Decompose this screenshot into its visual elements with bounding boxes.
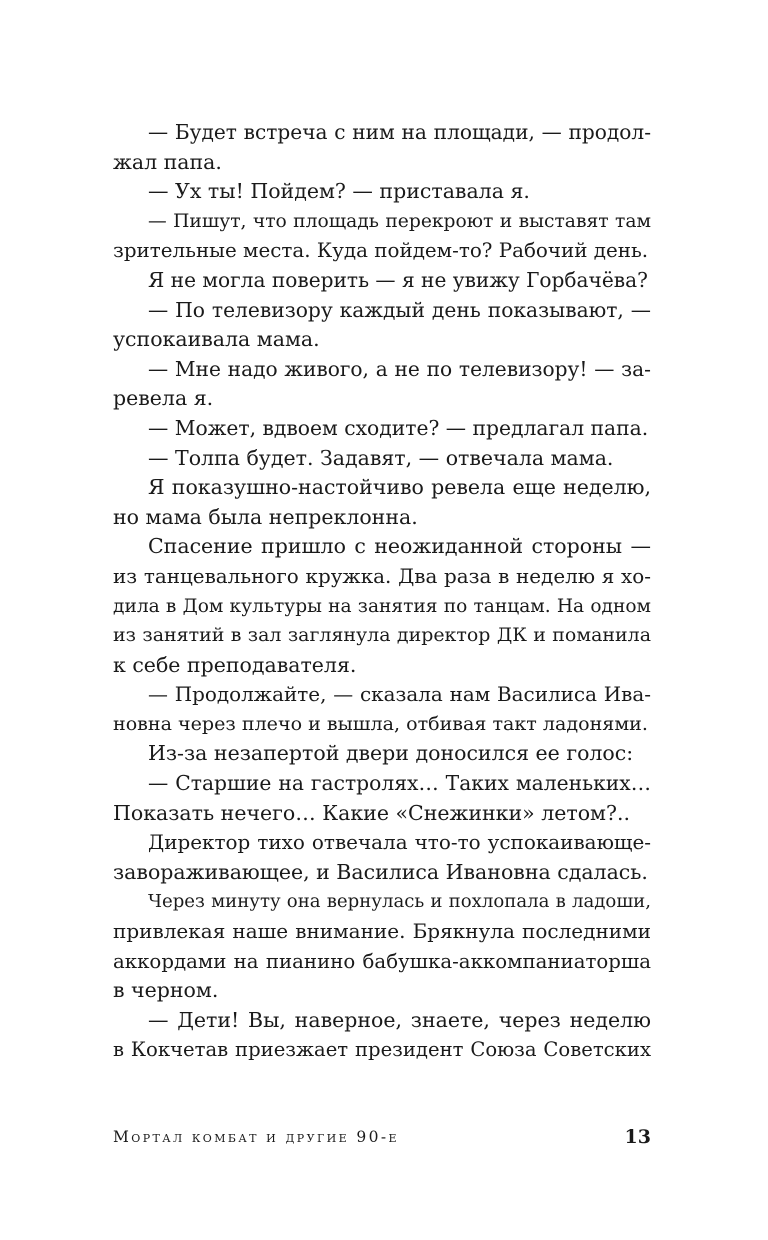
text-line: ревела я. <box>113 386 214 411</box>
text-line: из танцевального кружка. Два раза в неделю я хо- <box>113 564 651 588</box>
text-line: дила в Дом культуры на занятия по танцам. На одном <box>113 595 651 617</box>
text-line: — Пишут, что площадь перекроют и выставят там <box>148 210 651 232</box>
text-line: — Может, вдвоем сходите? — предлагал папа. <box>148 415 649 440</box>
text-line: Я не могла поверить — я не увижу Горбачёва? <box>148 267 648 292</box>
text-line: жал папа. <box>113 149 222 174</box>
text-line: — Продолжайте, — сказала нам Василиса Ива- <box>148 683 651 707</box>
text-line: успокаивала мама. <box>113 327 320 352</box>
text-line: Директор тихо отвечала что-то успокаивающе- <box>148 830 651 855</box>
text-line: привлекая наше внимание. Брякнула последними <box>113 919 651 944</box>
text-line: Через минуту она вернулась и похлопала в ладоши, <box>148 891 651 913</box>
text-line: завораживающее, и Василиса Ивановна сдалась. <box>113 859 648 884</box>
text-line: зрительные места. Куда пойдем-то? Рабочий день. <box>113 239 649 263</box>
body-text <box>113 118 651 1065</box>
text-line: из занятий в зал заглянула директор ДК и поманила <box>113 624 651 647</box>
page-footer <box>113 1122 651 1152</box>
text-line: — Мне надо живого, а не по телевизору! — за- <box>148 356 651 381</box>
text-line: новна через плечо и вышла, отбивая такт ладонями. <box>113 712 648 735</box>
text-line: Спасение пришло с неожиданной стороны — <box>148 534 651 559</box>
running-title: Мортал комбат и другие 90-е <box>113 1128 399 1146</box>
text-line: — По телевизору каждый день показывают, — <box>148 297 651 322</box>
text-line: в черном. <box>113 978 219 1003</box>
text-line: к себе преподавателя. <box>113 652 357 677</box>
text-line: — Толпа будет. Задавят, — отвечала мама. <box>148 445 614 470</box>
text-line: — Дети! Вы, наверное, знаете, через неделю <box>148 1007 651 1032</box>
text-line: — Будет встреча с ним на площади, — продол- <box>148 120 651 144</box>
text-line: в Кокчетав приезжает президент Союза Советских <box>113 1038 651 1062</box>
text-line: Из-за незапертой двери доносился ее голос: <box>148 741 634 766</box>
text-line: аккордами на пианино бабушка-аккомпаниаторша <box>113 949 651 973</box>
text-line: Показать нечего… Какие «Снежинки» летом?.. <box>113 800 631 825</box>
text-line: — Старшие на гастролях… Таких маленьких… <box>148 771 651 796</box>
text-line: Я показушно-настойчиво ревела еще неделю, <box>148 475 651 500</box>
text-line: — Ух ты! Пойдем? — приставала я. <box>148 179 530 204</box>
page-number: 13 <box>624 1126 651 1148</box>
text-line: но мама была непреклонна. <box>113 504 418 529</box>
